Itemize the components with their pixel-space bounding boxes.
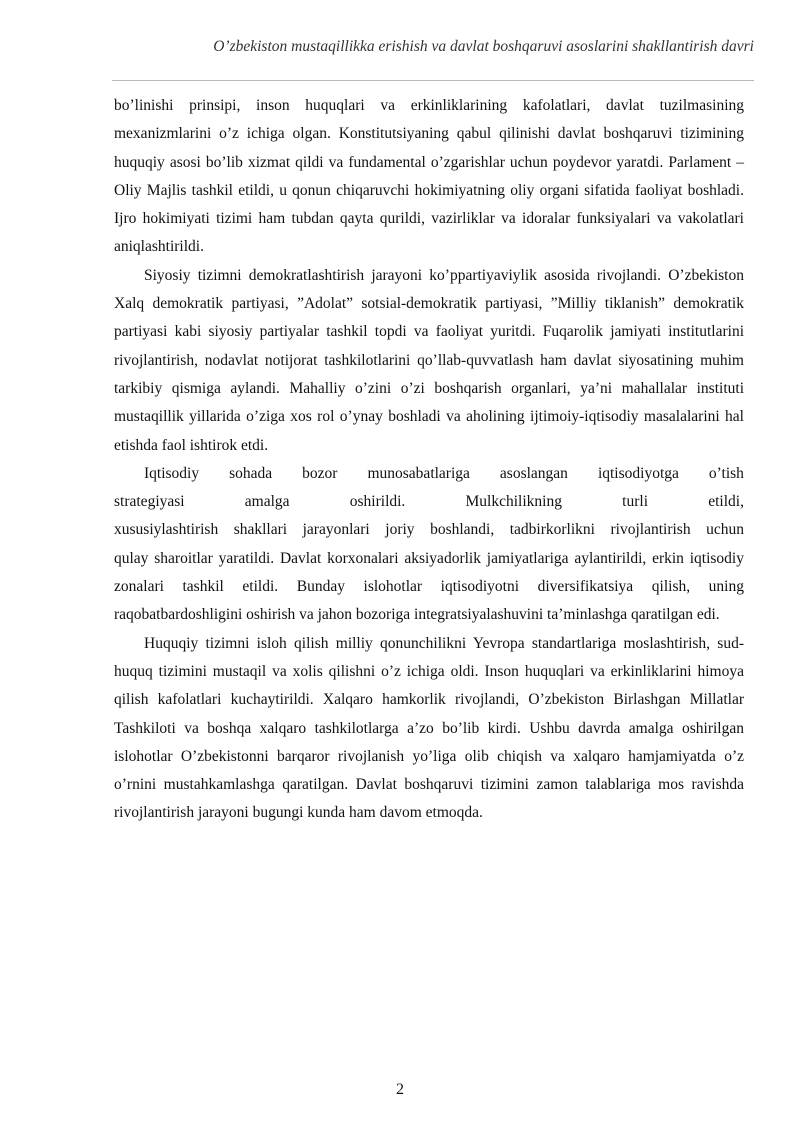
paragraph-3-continuation: qulay sharoitlar yaratildi. Davlat korxonalari aksiyadorlik jamiyatlariga aylantirildi, erkin iqtisodiy zonalari tashkil etildi. Bunday islohotlar iqtisodiyotni diversifikatsiya qilish, uning raqobatbardoshligini oshirish va jahon bozoriga integratsiyalashuvini ta’minlashga qaratilgan edi. bbox=[114, 549, 744, 624]
word: bozor bbox=[302, 464, 338, 482]
running-header-title: O’zbekiston mustaqillikka erishish va davlat boshqaruvi asoslarini shakllantirish davri bbox=[213, 38, 754, 55]
word: tadbirkorlikni bbox=[509, 521, 595, 539]
word: etildi, bbox=[708, 493, 744, 511]
header-divider bbox=[112, 80, 754, 81]
word: boshlandi, bbox=[430, 521, 495, 539]
word: oshirildi. bbox=[349, 493, 406, 511]
word: iqtisodiyotga bbox=[597, 464, 679, 482]
page-number: 2 bbox=[396, 1081, 404, 1098]
word: sohada bbox=[229, 464, 273, 482]
word: rivojlantirish bbox=[610, 521, 691, 539]
word: turli bbox=[622, 493, 649, 511]
word: joriy bbox=[385, 521, 415, 539]
word: strategiyasi bbox=[114, 493, 185, 511]
paragraph-1: bo’linishi prinsipi, inson huquqlari va erkinliklarining kafolatlari, davlat tuzilmasining mexanizmlarini o’z ichiga olgan. Konstitutsiyaning qabul qilinishi davlat boshqaruvi tizimining huquqiy asosi bo’lib xizmat qildi va fundamental o’zgarishlar uchun poydevor yaratdi. Parlament – Oliy Majlis tashkil etildi, u qonun chiqaruvchi hokimiyatning oliy organi sifatida faoliyat boshladi. Ijro hokimiyati tizimi ham tubdan qayta qurildi, vazirliklar va idoralar funksiyalari va vakolatlari aniqlashtirildi. bbox=[114, 97, 744, 256]
paragraph-2: Siyosiy tizimni demokratlashtirish jarayoni ko’ppartiyaviylik asosida rivojlandi. O’zbekiston Xalq demokratik partiyasi, ”Adolat” sotsial-demokratik partiyasi, ”Milliy tiklanish” demokratik partiyasi kabi siyosiy partiyalar tashkil topdi va faoliyat yuritdi. Fuqarolik jamiyati institutlarini rivojlantirish, nodavlat notijorat tashkilotlarini qo’llab-quvvatlash ham davlat siyosatining muhim tarkibiy qismiga aylandi. Mahalliy o’zini o’zi boshqarish organlari, ya’ni mahallalar instituti mustaqillik yillarida o’ziga xos rol o’ynay boshladi va aholining ijtimoiy-iqtisodiy masalalarini hal etishda faol ishtirok etdi. bbox=[114, 266, 744, 454]
document-body bbox=[114, 92, 744, 828]
word: munosabatlariga bbox=[367, 464, 470, 482]
paragraph-4: Huquqiy tizimni isloh qilish milliy qonunchilikni Yevropa standartlariga moslashtirish, sud-huquq tizimini mustaqil va xolis qilishni o’z ichiga oldi. Inson huquqlari va erkinliklarini himoya qilish kafolatlari kuchaytirildi. Xalqaro hamkorlik rivojlandi, O’zbekiston Birlashgan Millatlar Tashkiloti va boshqa xalqaro tashkilotlarga a’zo bo’lib kirdi. Ushbu davrda amalga oshirilgan islohotlar O’zbekistonni barqaror rivojlanish yo’liga olib chiqish va xalqaro hamjamiyatda o’z o’rnini mustahkamlashga qaratilgan. Davlat boshqaruvi tizimini zamon talablariga mos ravishda rivojlantirish jarayoni bugungi kunda ham davom etmoqda. bbox=[114, 634, 744, 822]
paragraph-3-line-2 bbox=[114, 488, 744, 516]
word: Mulkchilikning bbox=[465, 493, 562, 511]
running-header bbox=[112, 36, 754, 57]
word: Iqtisodiy bbox=[144, 464, 200, 482]
paragraph-3 bbox=[114, 460, 744, 630]
word: uchun bbox=[706, 521, 744, 539]
paragraph-3-line-1 bbox=[114, 460, 744, 488]
word: shakllari bbox=[233, 521, 288, 539]
paragraph-3-line-3 bbox=[114, 516, 744, 544]
word: o’tish bbox=[708, 464, 744, 482]
word: xususiylashtirish bbox=[114, 521, 219, 539]
word: amalga bbox=[244, 493, 290, 511]
word: jarayonlari bbox=[302, 521, 370, 539]
word: asoslangan bbox=[499, 464, 568, 482]
